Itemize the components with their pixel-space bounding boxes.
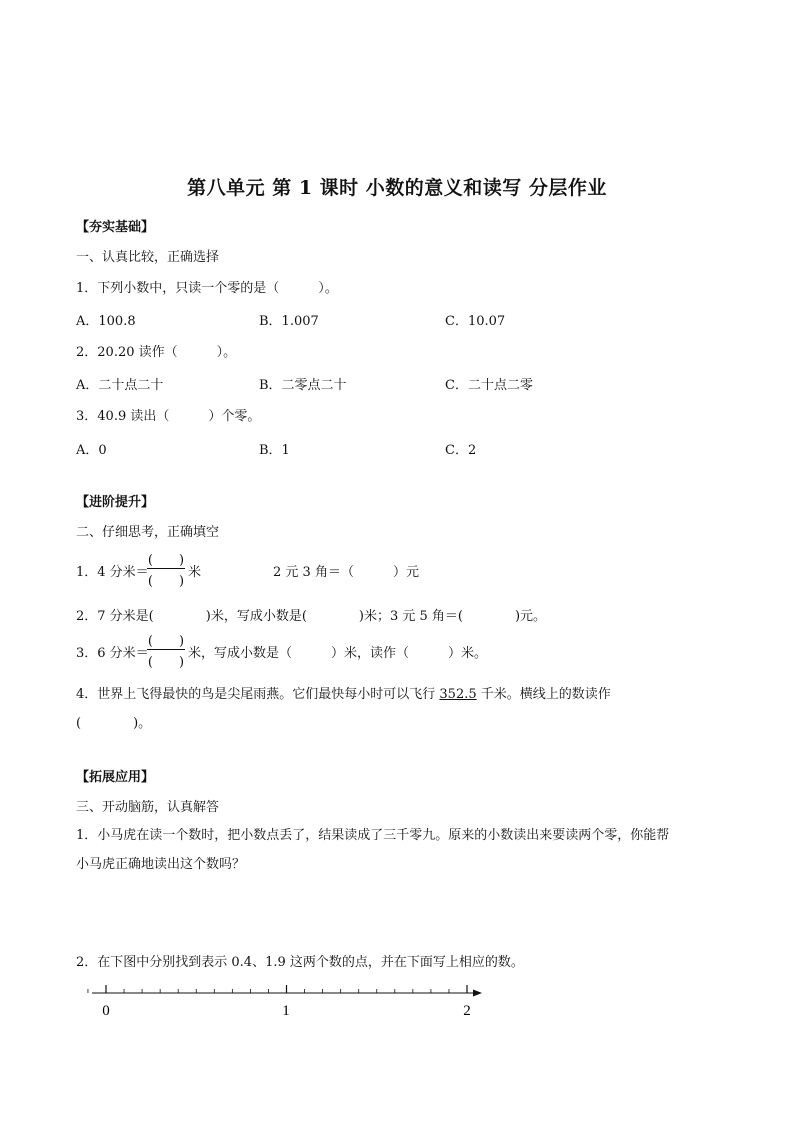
question-text: 2．在下图中分别找到表示 0.4、1.9 这两个数的点，并在下面写上相应的数。 (76, 955, 524, 970)
section-header-basic: 【夯实基础】 (76, 220, 155, 235)
section-heading-choice: 一、认真比较，正确选择 (76, 250, 220, 265)
answer-blank-line: ( )。 (76, 716, 152, 731)
question-part: 2 元 3 角＝（ ）元 (273, 565, 419, 580)
question-text: 2．7 分米是( )米，写成小数是( )米；3 元 5 角＝( )元。 (76, 609, 547, 624)
option-a: A．0 (76, 443, 107, 458)
option-c: C．10.07 (445, 314, 506, 329)
question-line: 1．小马虎在读一个数时，把小数点丢了，结果读成了三千零九。原来的小数读出来要读两个零，你能帮 (76, 828, 670, 843)
question-stem: 3．40.9 读出（ ）个零。 (76, 409, 261, 424)
section-heading-fill: 二、仔细思考，正确填空 (76, 525, 220, 540)
fraction-numerator: ( ) (147, 553, 185, 568)
number-line-label-1: 1 (282, 1003, 290, 1019)
question-prefix: 1．4 分米＝ (76, 565, 149, 580)
section-header-advanced: 【进阶提升】 (76, 495, 155, 510)
section-heading-solve: 三、开动脑筋，认真解答 (76, 800, 220, 815)
question-text-before: 4．世界上飞得最快的鸟是尖尾雨燕。它们最快每小时可以飞行 (76, 687, 440, 702)
option-a: A．100.8 (76, 314, 136, 329)
question-prefix: 3．6 分米＝ (76, 646, 149, 661)
number-line-arrow (473, 990, 482, 997)
number-line-label-2: 2 (463, 1003, 471, 1019)
number-line-label-0: 0 (102, 1003, 110, 1019)
fraction-denominator: ( ) (147, 574, 185, 589)
option-b: B．二零点二十 (259, 378, 347, 393)
option-c: C．2 (445, 443, 477, 458)
question-line: 小马虎正确地读出这个数吗？ (76, 857, 246, 872)
option-b: B．1 (259, 443, 290, 458)
option-c: C．二十点二零 (445, 378, 533, 393)
option-a: A．二十点二十 (76, 378, 164, 393)
question-rest: 米，写成小数是（ ）米，读作（ ）米。 (188, 646, 488, 661)
underlined-number: 352.5 (439, 687, 477, 702)
question-stem: 1．下列小数中，只读一个零的是（ ）。 (76, 281, 338, 296)
fraction-denominator: ( ) (147, 655, 185, 670)
section-header-extension: 【拓展应用】 (76, 770, 155, 785)
option-b: B．1.007 (259, 314, 319, 329)
fraction-numerator: ( ) (147, 634, 185, 649)
page-title: 第八单元 第 1 课时 小数的意义和读写 分层作业 (187, 177, 607, 199)
question-text-after: 千米。横线上的数读作 (476, 687, 611, 702)
question-stem: 2．20.20 读作（ ）。 (76, 345, 237, 360)
unit-label: 米 (188, 565, 202, 580)
